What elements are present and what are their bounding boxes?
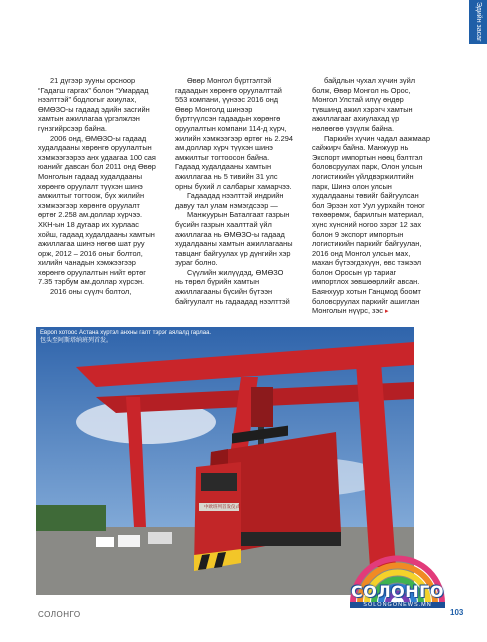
caption-chinese: 包头至阿斯塔纳班列首发。 xyxy=(40,337,113,344)
article-paragraph: 2006 онд, ӨМӨЗО-ы гадаад худалдааны хөрөнгө оруулалтын хэмжээгээрээ анх удаагаа 100 сая юанийг давсан бол 2011 онд Өвөр Монголын гадаад худалдааны хөрөнгө оруулалт түүхэн шинэ амжилтыг тогтоож, бүх жилийн хэмжээгээр хөрөнгө оруулалт өртөг 2.258 ам.доллар хүрчээ. ХКН-ын 18 дугаар их хурлаас хойш, гадаад худалдааны хамтын ажиллагаа шинэ нөгөө шат руу орж, 2012 – 2016 оныг болтол, хилийн чанадын хэмжээгээр хөрөнгө оруулалтын нийт өртөг 7.35 тэрбум ам.доллар хүрсэн. xyxy=(38,133,156,287)
footer-magazine-name: СОЛОНГО xyxy=(38,610,81,619)
section-side-tab: Эдийн засаг xyxy=(469,0,487,44)
article-paragraph: Паркийн хүчин чадал аажмаар сайжирч байна. Манжуур нь Экспорт импортын нөөц бэлтгэл боловсруулах парк, Олон улсын логистикийн үйлдвэржилтийн парк, Шинэ олон улсын худалдааны төвийг байгуулсан бол Эрээн хот Уул уурхайн тоног төхөөрөмж, барилгын материал, хүнс хүнсний ногоо зэрэг 12 зах болон 9 экспорт импортын логистикийн паркийг байгуулан, 2016 онд Монгол улсын мах, махан бүтээгдэхүүн, өвс тэжээл болон Оросын үр тариаг импортлох зөвшөөрлийг авсан. Баянхуур хотын Ганцмод боомт боловсруулах паркийг ашиглан Монголын нүүрс, зэс ▸ xyxy=(312,133,430,316)
article-paragraph: байдлын чухал хүчин зүйл болж, Өвөр Монгол нь Орос, Монгол Улстай илүү өндөр түвшинд ажил хэрэгч хамтын ажиллагааг ахиулахад үр нөлөөгөө үзүүлж байна. xyxy=(312,76,416,133)
article-column-2 xyxy=(175,76,293,306)
logo-url: SOLONGONEWS.MN xyxy=(350,602,445,608)
article-column-3 xyxy=(312,76,430,317)
continue-arrow-icon: ▸ xyxy=(384,308,389,316)
article-paragraph: Гадаадад нээлттэй индрийн давуу тал улам нэмэгдсээр — xyxy=(175,191,284,210)
article-paragraph: Манжуурын Баталгаат газрын бүсийн газрын хаалттай үйл ажиллагаа нь ӨМӨЗО-ы гадаад худалдааны хамтын ажиллагааны тавцанг байгуулах үр дүнгийн хэр зураг болно. xyxy=(175,210,293,268)
article-paragraph: Сүүлийн жилүүдэд, ӨМӨЗО нь төрөл бүрийн хамтын ажиллагааны бүсийн бүтээн байгуулалт нь гадаадад нээлттэй xyxy=(175,267,290,306)
article-paragraph: 21 дүгээр зууны орсноор “Гадагш гаргах” болон “Умардад нээлттэй” бодлогыг ахиулах, ӨМӨЗО-ы гадаад эдийн засгийн хамтын ажиллагаа үргэлжлэн гүнзгийрсээр байна. xyxy=(38,76,150,133)
page-number: 103 xyxy=(450,608,464,617)
article-paragraph: 2016 оны сүүлч болтол, xyxy=(50,287,132,297)
locomotive-sign: 中欧班列首发仪式 xyxy=(204,505,240,510)
photo-caption xyxy=(40,330,280,345)
article-paragraph: Өвөр Монгол бүртгэлтэй гадаадын хөрөнгө оруулалттай 553 компани, үүнээс 2016 онд Өвөр Монголд шинээр бүртгүүлсэн гадаадын хөрөнгө оруулалтын компани 114-д хүрч, жилийн хэмжээгээр өртөг нь 2.294 ам.доллар хүрч түүхэн шинэ амжилтыг тогтоосон байна. Гадаад худалдааны хамтын ажиллагаа нь 5 тивийн 31 улс орны бүхий л салбарыг хамарчээ. xyxy=(175,76,293,191)
logo-name: СОЛОНГО xyxy=(351,582,444,601)
article-column-1 xyxy=(38,76,156,297)
caption-mongolian: Европ хотоос Астана хүртэл анхны галт тэрэг аялалд гарлаа. xyxy=(40,330,212,336)
